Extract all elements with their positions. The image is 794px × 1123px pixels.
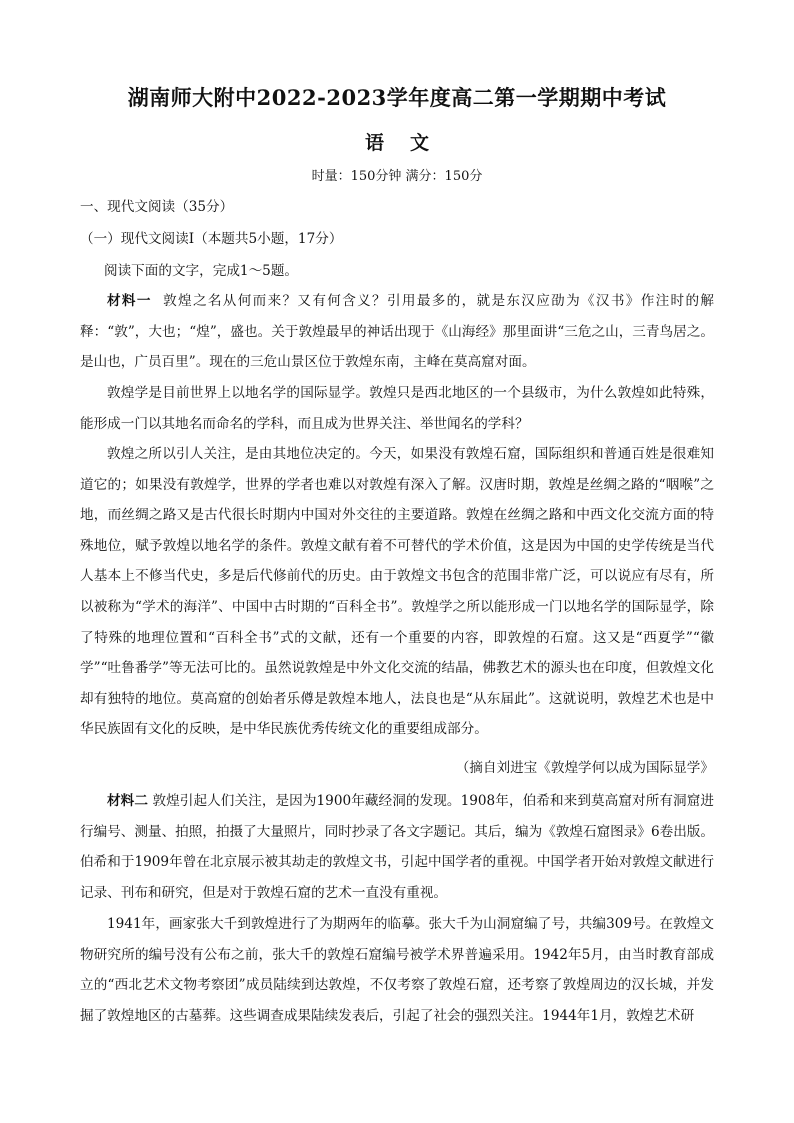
exam-title: 湖南师大附中2022-2023学年度高二第一学期期中考试 [127,85,667,110]
material1-paragraph-2: 敦煌学是目前世界上以地名学的国际显学。敦煌只是西北地区的一个县级市，为什么敦煌如此特殊，能形成一门以其地名而命名的学科，而且成为世界关注、举世闻名的学科？ [80,385,714,432]
reading-instruction: 阅读下面的文字，完成1～5题。 [104,263,299,279]
paragraph-text: 敦煌之名从何而来？又有何含义？引用最多的，就是东汉应劭为《汉书》作注时的解释：“敦”，大也；“煌”，盛也。关于敦煌最早的神话出现于《山海经》那里面讲“三危之山，三青鸟居之。是山也，广员百里”。现在的三危山景区位于敦煌东南，主峰在莫高窟对面。 [80,293,714,371]
material1-label: 材料一 [107,293,152,309]
subsection-heading: （一）现代文阅读Ⅰ（本题共5小题，17分） [80,231,343,247]
material1-source: （摘自刘进宝《敦煌学何以成为国际显学》 [455,760,714,776]
exam-meta: 时量：150分钟 满分：150分 [311,169,483,184]
paragraph-text: 敦煌引起人们关注，是因为1900年藏经洞的发现。1908年，伯希和来到莫高窟对所有洞窟进行编号、测量、拍照，拍摄了大量照片，同时抄录了各文字题记。其后，编为《敦煌石窟图录》6卷出版。伯希和于1909年曾在北京展示被其劫走的敦煌文书，引起中国学者的重视。中国学者开始对敦煌文献进行记录、刊布和研究，但是对于敦煌石窟的艺术一直没有重视。 [80,793,715,901]
material2-paragraph-2: 1941年，画家张大千到敦煌进行了为期两年的临摹。张大千为山洞窟编了号，共编309号。在敦煌文物研究所的编号没有公布之前，张大千的敦煌石窟编号被学术界普遍采用。1942年5月，由当时教育部成立的“西北艺术文物考察团”成员陆续到达敦煌，不仅考察了敦煌石窟，还考察了敦煌周边的汉长城，并发掘了敦煌地区的古墓葬。这些调查成果陆续发表后，引起了社会的强烈关注。1944年1月，敦煌艺术研 [80,916,714,1024]
material1-paragraph-1 [80,286,714,378]
subject-title: 语文 [364,132,455,154]
material1-paragraph-3: 敦煌之所以引人关注，是由其地位决定的。今天，如果没有敦煌石窟，国际组织和普通百姓是很难知道它的；如果没有敦煌学，世界的学者也难以对敦煌有深入了解。汉唐时期，敦煌是丝绸之路的“咽喉”之地，而丝绸之路又是古代很长时期内中国对外交往的主要道路。敦煌在丝绸之路和中西文化交流方面的特殊地位，赋予敦煌以地名学的条件。敦煌文献有着不可替代的学术价值，这是因为中国的史学传统是当代人基本上不修当代史，多是后代修前代的历史。由于敦煌文书包含的范围非常广泛，可以说应有尽有，所以被称为“学术的海洋”、中国中古时期的“百科全书”。敦煌学之所以能形成一门以地名学的国际显学，除了特殊的地理位置和“百科全书”式的文献，还有一个重要的内容，即敦煌的石窟。这又是“西夏学”“徽学”“吐鲁番学”等无法可比的。虽然说敦煌是中外文化交流的结晶，佛教艺术的源头也在印度，但敦煌文化却有独特的地位。莫高窟的创始者乐僔是敦煌本地人，法良也是“从东届此”。这就说明，敦煌艺术也是中华民族固有文化的反映，是中华民族优秀传统文化的重要组成部分。 [80,446,714,738]
material2-label: 材料二 [107,793,149,809]
material2-paragraph-1 [80,786,714,908]
section-heading: 一、现代文阅读（35分） [80,199,234,215]
